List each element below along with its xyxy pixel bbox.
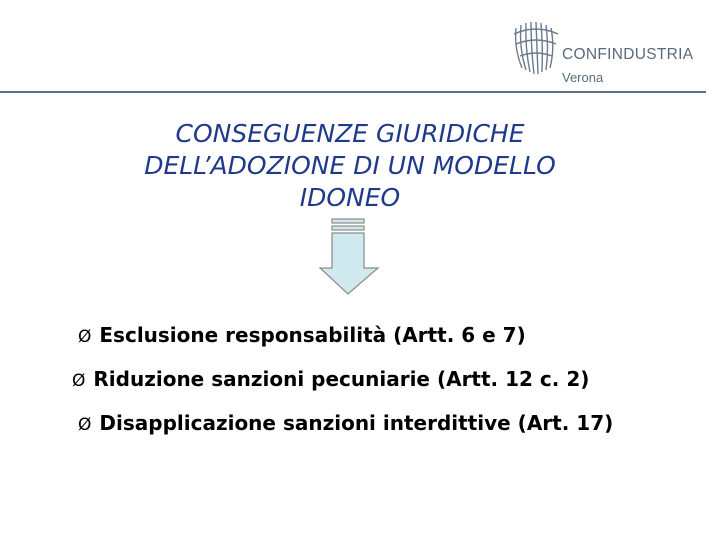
list-item [78, 322, 668, 351]
bullet-text: Riduzione sanzioni pecuniarie (Artt. 12 c. 2) [93, 367, 590, 391]
bullet-text: Disapplicazione sanzioni interdittive (Art. 17) [99, 411, 614, 435]
confindustria-logo [510, 18, 700, 93]
title-line: IDONEO [299, 183, 401, 212]
title-line: DELL’ADOZIONE DI UN MODELLO [144, 151, 556, 180]
list-item [78, 410, 668, 439]
header-divider [0, 91, 706, 93]
bullet-list [72, 322, 668, 454]
confindustria-emblem-icon [510, 18, 562, 80]
bullet-text: Esclusione responsabilità (Artt. 6 e 7) [99, 323, 526, 347]
logo-city: Verona [562, 70, 604, 85]
down-arrow-icon [318, 218, 382, 298]
title-line: CONSEGUENZE GIURIDICHE [175, 119, 525, 148]
bullet-marker-icon: Ø [78, 327, 92, 347]
bullet-marker-icon: Ø [78, 415, 92, 435]
list-item [72, 366, 668, 395]
bullet-marker-icon: Ø [72, 371, 86, 391]
slide-title [40, 118, 660, 214]
logo-name: CONFINDUSTRIA [562, 46, 694, 63]
